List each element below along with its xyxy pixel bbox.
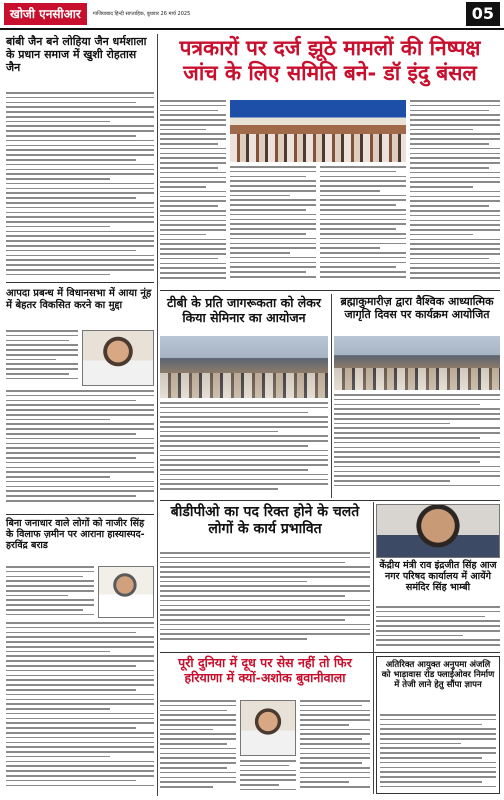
- photo-press-meeting: [230, 100, 406, 162]
- photo-ashok-buwaniwala: [240, 700, 296, 756]
- page-number: 05: [466, 2, 500, 26]
- article-milk-cess-b: [300, 700, 370, 794]
- headline-milk-cess: पूरी दुनिया में दूध पर सेस नहीं तो फिर हरियाणा में क्यों-अशोक बुवानीवाला: [178, 655, 352, 685]
- article-anupama-anjali: [380, 714, 496, 792]
- photo-legislator: [82, 330, 154, 386]
- article-journalists-col2: [230, 166, 316, 286]
- article-nuh-disaster-b: [6, 390, 154, 510]
- article-jain-dharmshala: [6, 92, 154, 278]
- article-milk-cess-c: [240, 760, 296, 794]
- headline-anupama-anjali: अतिरिक्त आयुक्त अनुपमा अंजलि को भाड़ावास रोड फ्लाईओवर निर्माण में तेजी लाने हेतु सौंपा ज्ञापन: [381, 660, 495, 691]
- article-harvinder-brar-b: [6, 622, 154, 794]
- article-harvinder-brar-a: [6, 566, 94, 618]
- headline-harvinder-brar: बिना जनाधार वाले लोगों को नाजीर सिंह के विलाफ ज़मीन पर आराना हास्यास्पद-हरविंद्र बराड: [6, 518, 145, 552]
- photo-harvinder-brar: [98, 566, 154, 618]
- headline-journalists: पत्रकारों पर दर्ज झूठे मामलों की निष्पक्ष जांच के लिए समिति बने- डॉ इंदु बंसल: [179, 36, 481, 85]
- headline-tb-seminar: टीबी के प्रति जागरूकता को लेकर किया सेमिनार का आयोजन: [167, 295, 321, 325]
- headline-jain-dharmshala: बांबी जैन बने लोहिया जैन धर्मशाला के प्रधान समाज में खुशी रोहतास जैन: [6, 35, 147, 74]
- article-rao-inderjit: [376, 606, 500, 648]
- headline-brahmakumaris: ब्रह्माकुमारीज़ द्वारा वैश्विक आध्यात्मिक जागृति दिवस पर कार्यक्रम आयोजित: [340, 295, 494, 321]
- newspaper-name: खोजी एनसीआर: [4, 3, 87, 25]
- article-tb-seminar: [160, 402, 328, 496]
- headline-rao-inderjit: केंद्रीय मंत्री राव इंद्रजीत सिंह आज नगर परिषद कार्यालय में आयेंगे समंदिर सिंह भाम्बी: [379, 560, 497, 594]
- article-journalists-col3: [320, 166, 406, 286]
- headline-nuh-disaster: आपदा प्रबन्ध में विधानसभा में आया नूंह में बेहतर विकसित करने का मुद्दा: [6, 288, 152, 311]
- article-nuh-disaster-a: [6, 330, 78, 386]
- photo-tb-seminar: [160, 336, 328, 398]
- article-milk-cess-a: [160, 700, 236, 794]
- photo-brahmakumaris: [334, 336, 500, 390]
- photo-minister: [376, 504, 500, 558]
- article-journalists-col4: [410, 100, 500, 286]
- article-journalists-col1: [160, 100, 226, 286]
- headline-bdpo: बीडीपीओ का पद रिक्त होने के चलते लोगों के कार्य प्रभावित: [170, 504, 360, 537]
- article-brahmakumaris: [334, 394, 500, 496]
- article-bdpo: [160, 552, 370, 648]
- masthead-meta: गाजियाबाद हिन्दी साप्ताहिक, बुधवार 26 मार्च 2025: [92, 10, 191, 17]
- masthead: [0, 0, 504, 30]
